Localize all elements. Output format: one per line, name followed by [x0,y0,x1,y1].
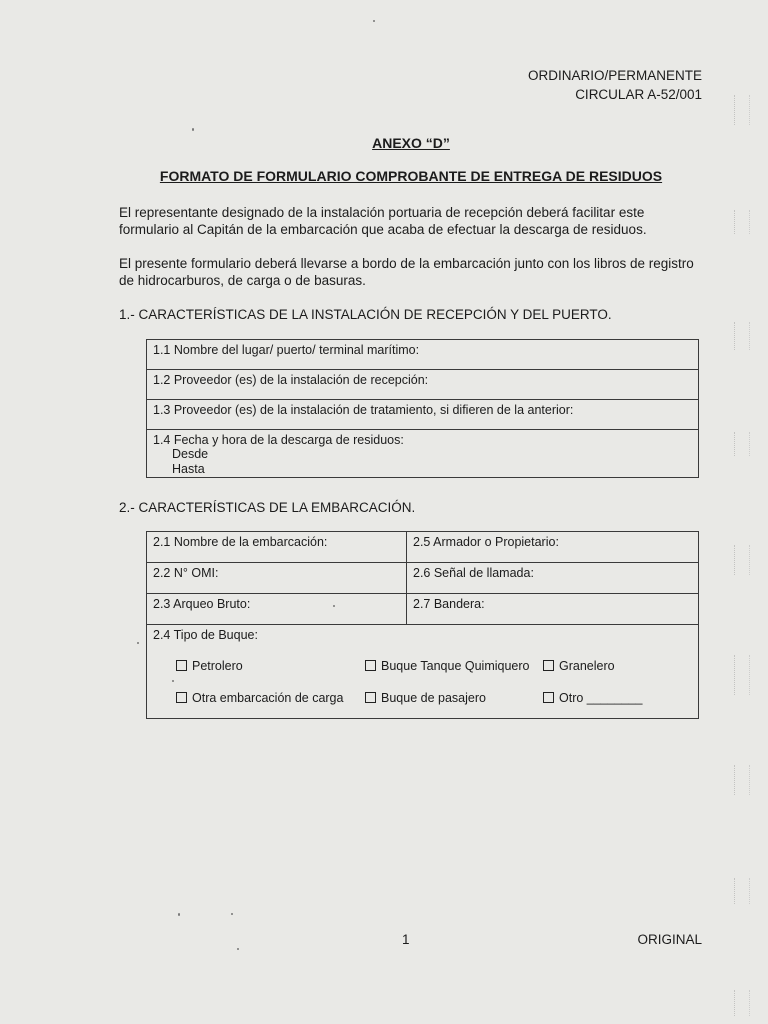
scan-edge-mark [734,878,750,904]
intro-paragraph: El representante designado de la instalación portuaria de recepción deberá facilitar este formulario al Capitán de la embarcación que acaba de efectuar la descarga de residuos. [119,205,647,237]
scan-edge-mark [734,655,750,695]
option-petrolero[interactable] [176,659,243,673]
section1-heading: 1.- CARACTERÍSTICAS DE LA INSTALACIÓN DE RECEPCIÓN Y DEL PUERTO. [119,307,612,322]
instructions-paragraph: El presente formulario deberá llevarse a bordo de la embarcación junto con los libros de registro de hidrocarburos, de carga o de basuras. [119,256,694,288]
table-row [147,532,699,563]
hasta-label: Hasta [172,462,205,476]
table-row [147,400,699,430]
checkbox-icon[interactable] [365,660,376,671]
option-label: Buque de pasajero [381,691,486,705]
scan-edge-mark [734,210,750,234]
discharge-date-field[interactable] [147,430,699,478]
scan-speck [231,913,233,915]
vessel-name-field[interactable]: 2.1 Nombre de la embarcación: [147,532,407,563]
option-otra-carga[interactable] [176,691,343,705]
scan-edge-mark [734,322,750,350]
form-title: FORMATO DE FORMULARIO COMPROBANTE DE ENTREGA DE RESIDUOS [159,168,663,184]
scan-edge-mark [734,545,750,575]
header-classification: ORDINARIO/PERMANENTE [527,68,702,83]
option-granelero[interactable] [543,659,615,673]
imo-number-field[interactable]: 2.2 N° OMI: [147,563,407,594]
port-facility-table [146,339,699,478]
discharge-date-label: 1.4 Fecha y hora de la descarga de residuos: [153,433,404,447]
scan-edge-mark [734,990,750,1016]
flag-field[interactable]: 2.7 Bandera: [407,594,699,625]
treatment-provider-field[interactable]: 1.3 Proveedor (es) de la instalación de tratamiento, si difieren de la anterior: [147,400,699,430]
scan-speck [178,913,180,916]
table-row [147,370,699,400]
original-label: ORIGINAL [637,932,702,947]
checkbox-icon[interactable] [176,692,187,703]
table-row [147,430,699,478]
scan-edge-mark [734,95,750,125]
ship-type-label: 2.4 Tipo de Buque: [153,628,258,642]
checkbox-icon[interactable] [543,692,554,703]
checkbox-icon[interactable] [176,660,187,671]
table-row [147,340,699,370]
checkbox-icon[interactable] [543,660,554,671]
table-row [147,563,699,594]
scan-speck [237,948,239,950]
header-circular: CIRCULAR A-52/001 [575,87,702,102]
scan-speck [373,20,375,22]
scan-speck [333,605,335,607]
option-otro[interactable] [543,691,642,705]
section2-heading: 2.- CARACTERÍSTICAS DE LA EMBARCACIÓN. [119,500,416,515]
scan-edge-mark [734,432,750,456]
option-label: Granelero [559,659,615,673]
option-quimiquero[interactable] [365,659,530,673]
checkbox-icon[interactable] [365,692,376,703]
option-label: Otra embarcación de carga [192,691,344,705]
option-label: Otro ________ [559,691,643,705]
page-number: 1 [402,932,410,947]
table-row [147,594,699,625]
scan-speck [192,128,194,131]
call-sign-field[interactable]: 2.6 Señal de llamada: [407,563,699,594]
scan-edge-mark [734,765,750,795]
desde-label: Desde [172,447,209,461]
owner-field[interactable]: 2.5 Armador o Propietario: [407,532,699,563]
gross-tonnage-field[interactable]: 2.3 Arqueo Bruto: [147,594,407,625]
annex-title: ANEXO “D” [372,135,450,151]
option-pasajero[interactable] [365,691,486,705]
port-name-field[interactable]: 1.1 Nombre del lugar/ puerto/ terminal marítimo: [147,340,699,370]
option-label: Buque Tanque Quimiquero [381,659,530,673]
scan-speck [172,680,174,682]
option-label: Petrolero [192,659,243,673]
reception-provider-field[interactable]: 1.2 Proveedor (es) de la instalación de recepción: [147,370,699,400]
scan-speck [137,642,139,644]
